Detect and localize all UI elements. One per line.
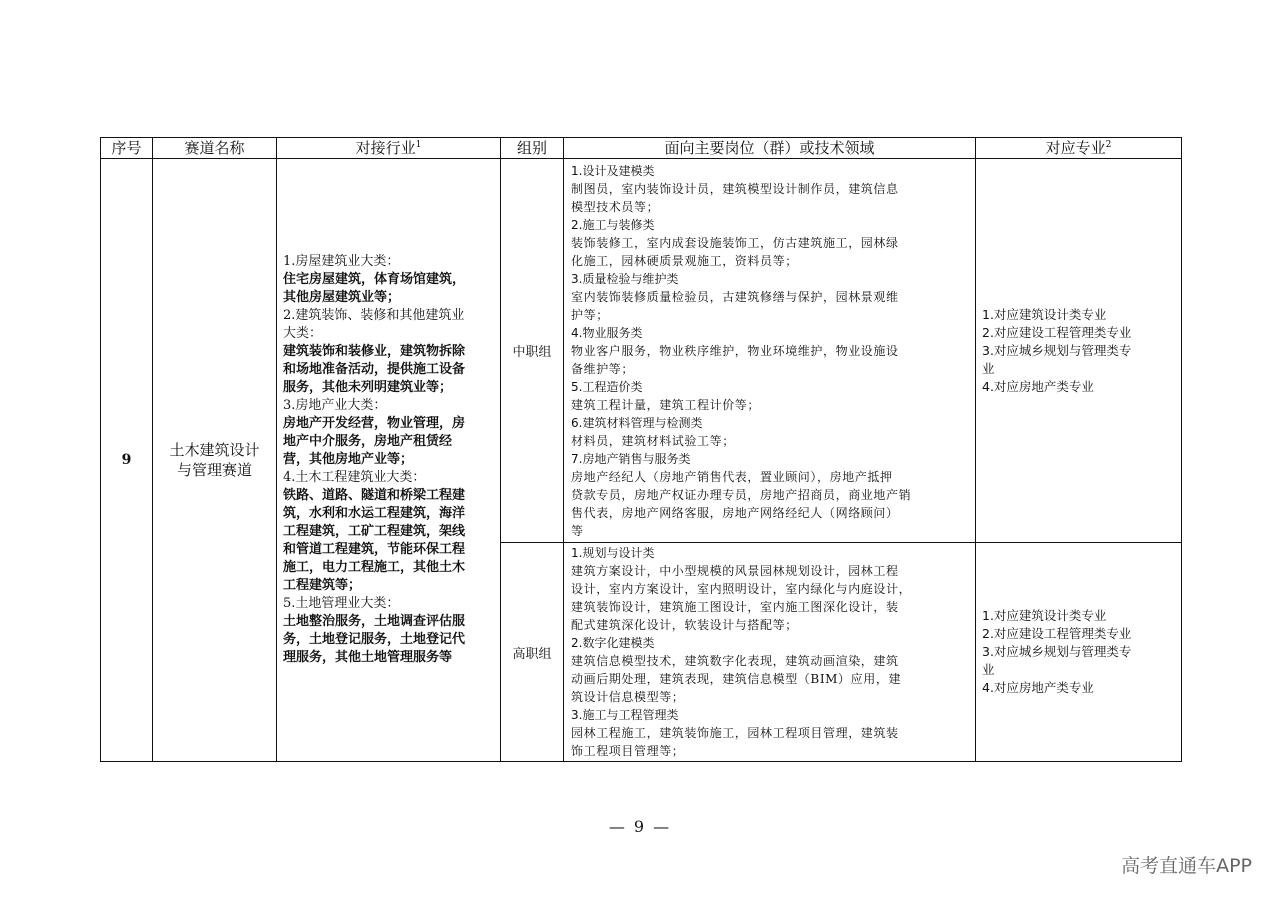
industry-detail: 服务，其他未列明建筑业等； — [283, 380, 453, 395]
track-name-cell — [153, 159, 277, 762]
industry-detail: 工程建筑等； — [283, 578, 362, 593]
header-seq: 序号 — [101, 138, 153, 159]
major-item: 1.对应建筑设计类专业 — [982, 306, 1107, 322]
major-item: 3.对应城乡规划与管理类专 — [982, 342, 1132, 358]
industry-detail: 施工，电力工程施工，其他土木 — [283, 560, 466, 575]
position-detail: 园林工程施工，建筑装饰施工，园林工程项目管理，建筑装 — [571, 726, 899, 740]
group-higher-cell: 高职组 — [501, 543, 564, 762]
track-name-line: 土木建筑设计 — [169, 441, 260, 459]
industry-detail: 营，其他房地产业等； — [283, 452, 414, 467]
position-category: 2.数字化建模类 — [571, 636, 655, 650]
major-item: 3.对应城乡规划与管理类专 — [982, 644, 1132, 659]
position-detail: 贷款专员，房地产权证办理专员，房地产招商员，商业地产销 — [571, 487, 912, 502]
position-category: 1.设计及建模类 — [571, 163, 655, 178]
industry-category: 3.房地产业大类： — [283, 398, 387, 413]
header-industry-label: 对接行业 — [355, 139, 416, 157]
industry-detail: 理服务，其他土地管理服务等 — [283, 650, 453, 665]
majors-higher-cell — [976, 543, 1182, 762]
position-category: 2.施工与装修类 — [571, 217, 655, 232]
table-row-secondary — [101, 159, 1182, 543]
industry-detail: 和管道工程建筑，节能环保工程 — [283, 542, 466, 557]
table-header-row — [101, 138, 1182, 159]
position-detail: 建筑信息模型技术，建筑数字化表现，建筑动画渲染，建筑 — [571, 654, 899, 668]
major-item: 1.对应建筑设计类专业 — [982, 608, 1107, 623]
header-group: 组别 — [501, 138, 564, 159]
position-category: 3.施工与工程管理类 — [571, 708, 679, 722]
positions-secondary-cell — [564, 159, 976, 543]
position-category: 4.物业服务类 — [571, 325, 643, 340]
position-detail: 制图员，室内装饰设计员，建筑模型设计制作员，建筑信息 — [571, 181, 899, 196]
positions-higher-cell — [564, 543, 976, 762]
industry-category: 2.建筑装饰、装修和其他建筑业 — [283, 308, 465, 323]
majors-higher-list — [982, 607, 1175, 697]
industry-detail: 筑，水利和水运工程建筑，海洋 — [283, 506, 466, 521]
position-detail: 化施工，园林硬质景观施工，资料员等； — [571, 253, 798, 268]
industry-detail: 和场地准备活动，提供施工设备 — [283, 362, 466, 377]
position-detail: 售代表，房地产网络客服，房地产网络经纪人（网络顾问） — [571, 505, 899, 520]
track-name-line: 与管理赛道 — [176, 461, 252, 479]
industry-cell — [277, 159, 501, 762]
major-item: 2.对应建设工程管理类专业 — [982, 324, 1132, 340]
major-item: 业 — [982, 662, 995, 677]
header-majors-footnote: 2 — [1105, 140, 1112, 150]
position-detail: 装饰装修工，室内成套设施装饰工，仿古建筑施工，园林绿 — [571, 235, 899, 250]
position-detail: 饰工程项目管理等； — [571, 744, 685, 758]
position-detail: 等 — [571, 523, 584, 538]
position-detail: 备维护等； — [571, 361, 635, 376]
major-item: 4.对应房地产类专业 — [982, 378, 1094, 394]
position-category: 6.建筑材料管理与检测类 — [571, 415, 703, 430]
position-detail: 建筑工程计量，建筑工程计价等； — [571, 397, 761, 412]
industry-list — [283, 253, 494, 667]
position-detail: 设计，室内方案设计，室内照明设计，室内绿化与内庭设计， — [571, 582, 912, 596]
industry-detail: 工程建筑，工矿工程建筑，架线 — [283, 524, 466, 539]
header-industry-footnote: 1 — [415, 140, 422, 150]
position-detail: 物业客户服务，物业秩序维护，物业环境维护，物业设施设 — [571, 343, 899, 358]
app-watermark: 高考直通车APP — [1121, 855, 1252, 877]
position-detail: 筑设计信息模型等； — [571, 690, 685, 704]
industry-detail: 其他房屋建筑业等； — [283, 290, 401, 305]
industry-category: 1.房屋建筑业大类： — [283, 254, 400, 269]
position-detail: 配式建筑深化设计，软装设计与搭配等； — [571, 618, 798, 632]
page-number: — 9 — — [608, 817, 672, 836]
position-category: 7.房地产销售与服务类 — [571, 451, 691, 466]
major-item: 2.对应建设工程管理类专业 — [982, 626, 1132, 641]
position-detail: 护等； — [571, 307, 609, 322]
position-category: 3.质量检验与维护类 — [571, 271, 679, 286]
industry-category: 大类： — [283, 326, 323, 341]
industry-category: 4.土木工程建筑业大类： — [283, 470, 426, 485]
header-majors — [976, 138, 1182, 159]
position-category: 5.工程造价类 — [571, 379, 643, 394]
position-detail: 模型技术员等； — [571, 199, 660, 214]
industry-detail: 务，土地登记服务，土地登记代 — [283, 632, 466, 647]
header-track-name: 赛道名称 — [153, 138, 277, 159]
majors-secondary-list — [982, 306, 1175, 396]
positions-higher-list — [571, 544, 971, 760]
group-secondary-cell: 中职组 — [501, 159, 564, 543]
header-majors-label: 对应专业 — [1045, 139, 1106, 157]
header-industry — [277, 138, 501, 159]
header-positions: 面向主要岗位（群）或技术领域 — [564, 138, 976, 159]
position-category: 1.规划与设计类 — [571, 546, 655, 560]
position-detail: 建筑装饰设计，建筑施工图设计，室内施工图深化设计，装 — [571, 600, 899, 614]
position-detail: 材料员，建筑材料试验工等； — [571, 433, 735, 448]
competition-track-table — [100, 137, 1182, 762]
position-detail: 动画后期处理，建筑表现，建筑信息模型（BIM）应用，建 — [571, 672, 902, 686]
major-item: 4.对应房地产类专业 — [982, 680, 1094, 695]
positions-secondary-list — [571, 162, 971, 540]
industry-category: 5.土地管理业大类： — [283, 596, 400, 611]
industry-detail: 土地整治服务，土地调查评估服 — [283, 614, 466, 629]
position-detail: 房地产经纪人（房地产销售代表，置业顾问），房地产抵押 — [571, 469, 893, 484]
industry-detail: 铁路、道路、隧道和桥梁工程建 — [283, 488, 466, 503]
position-detail: 建筑方案设计，中小型规模的风景园林规划设计，园林工程 — [571, 564, 899, 578]
major-item: 业 — [982, 360, 995, 376]
seq-cell: 9 — [101, 159, 153, 762]
industry-detail: 建筑装饰和装修业，建筑物拆除 — [283, 344, 466, 359]
industry-detail: 地产中介服务，房地产租赁经 — [283, 434, 453, 449]
majors-secondary-cell — [976, 159, 1182, 543]
industry-detail: 住宅房屋建筑，体育场馆建筑， — [283, 272, 466, 287]
position-detail: 室内装饰装修质量检验员，古建筑修缮与保护，园林景观维 — [571, 289, 899, 304]
industry-detail: 房地产开发经营，物业管理，房 — [283, 416, 466, 431]
